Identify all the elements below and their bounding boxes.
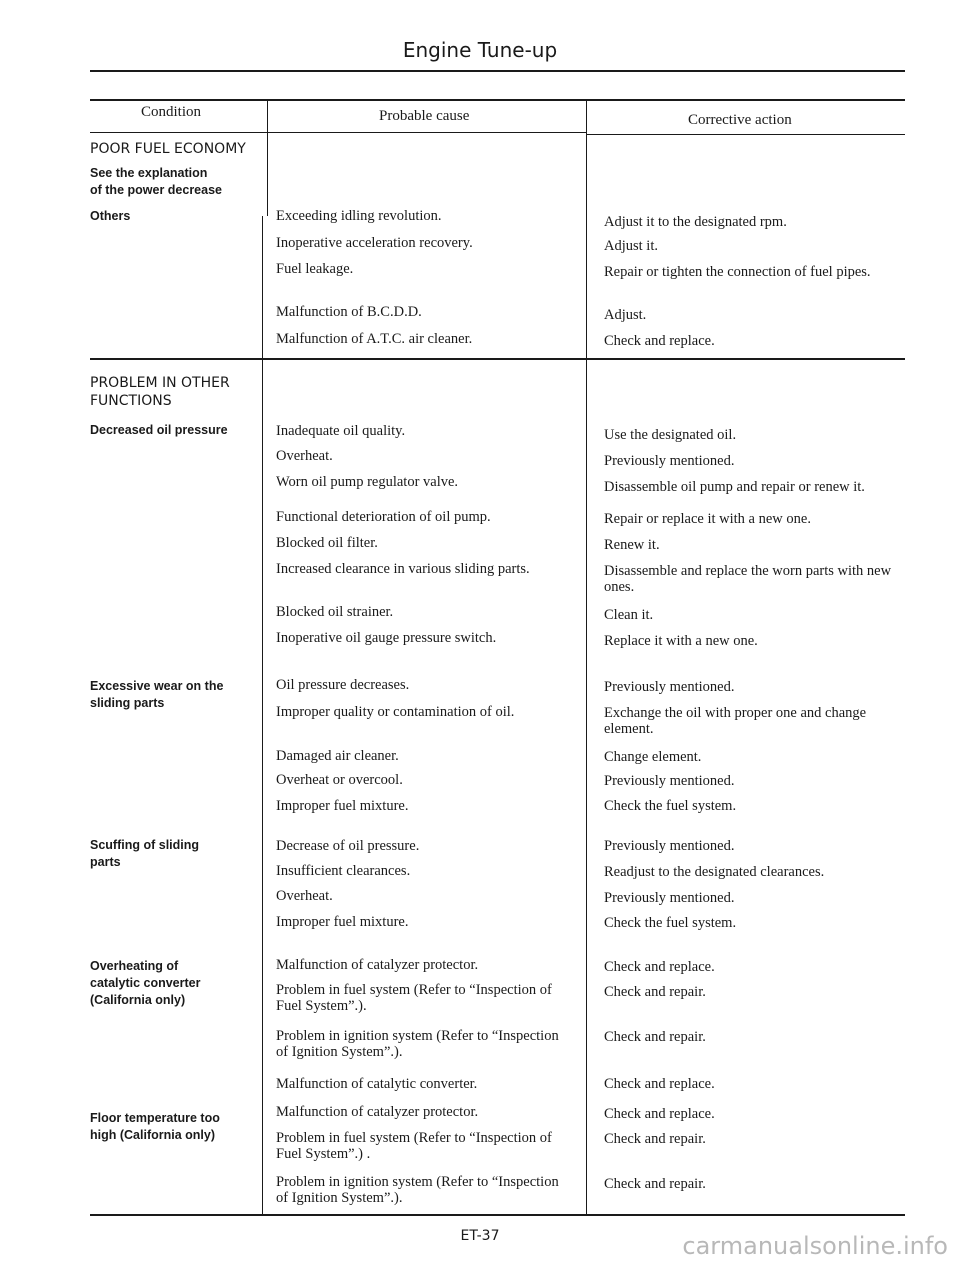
action-item: Renew it.: [604, 537, 660, 553]
cause-item: Problem in fuel system (Refer to “Inspection of Fuel System”.).: [276, 982, 552, 1014]
action-item: Exchange the oil with proper one and change element.: [604, 705, 867, 737]
cause-item: Exceeding idling revolution.: [276, 208, 442, 224]
header-condition: Condition: [141, 104, 202, 120]
cause-item: Blocked oil strainer.: [276, 604, 394, 620]
cause-item: Overheat.: [276, 448, 333, 464]
condition-item: Floor temperature too: [90, 1111, 220, 1125]
condition-item: parts: [90, 855, 121, 869]
cause-item: Overheat.: [276, 888, 333, 904]
action-item: Repair or replace it with a new one.: [604, 511, 811, 527]
cause-item: Malfunction of catalytic converter.: [276, 1076, 478, 1092]
action-item: Adjust it to the designated rpm.: [604, 214, 787, 230]
title-rule: [90, 70, 905, 72]
cause-item: Malfunction of catalyzer protector.: [276, 1104, 479, 1120]
condition-item: Overheating of: [90, 959, 179, 973]
watermark: carmanualsonline.info: [682, 1232, 948, 1260]
cause-item: Inoperative oil gauge pressure switch.: [276, 630, 497, 646]
cause-item: Worn oil pump regulator valve.: [276, 474, 459, 490]
page-number: ET-37: [460, 1228, 500, 1244]
condition-item: Others: [90, 209, 131, 223]
action-item: Disassemble oil pump and repair or renew it.: [604, 479, 865, 495]
condition-item: Decreased oil pressure: [90, 423, 228, 437]
action-item: Previously mentioned.: [604, 890, 735, 906]
action-item: Previously mentioned.: [604, 679, 735, 695]
cause-item: Improper fuel mixture.: [276, 798, 409, 814]
section-divider: [90, 358, 905, 360]
cause-item: Increased clearance in various sliding parts.: [276, 561, 530, 577]
condition-item: high (California only): [90, 1128, 215, 1142]
cause-item: Overheat or overcool.: [276, 772, 403, 788]
column-divider-1: [267, 99, 268, 216]
condition-category: POOR FUEL ECONOMY: [90, 141, 246, 157]
condition-item: catalytic converter: [90, 976, 201, 990]
header-bottom-rule-action: [586, 134, 905, 135]
action-item: Replace it with a new one.: [604, 633, 758, 649]
header-corrective-action: Corrective action: [688, 112, 792, 128]
header-bottom-rule-cause: [268, 132, 586, 133]
action-item: Check and repair.: [604, 1176, 706, 1192]
condition-item: (California only): [90, 993, 186, 1007]
cause-item: Problem in ignition system (Refer to “Inspection of Ignition System”.).: [276, 1174, 559, 1206]
action-item: Previously mentioned.: [604, 838, 735, 854]
action-item: Check and replace.: [604, 333, 715, 349]
cause-item: Blocked oil filter.: [276, 535, 378, 551]
cause-item: Malfunction of A.T.C. air cleaner.: [276, 331, 473, 347]
action-item: Repair or tighten the connection of fuel pipes.: [604, 264, 871, 280]
cause-item: Problem in ignition system (Refer to “Inspection of Ignition System”.).: [276, 1028, 559, 1060]
header-top-rule: [90, 99, 905, 101]
cause-item: Oil pressure decreases.: [276, 677, 410, 693]
cause-item: Inoperative acceleration recovery.: [276, 235, 473, 251]
action-item: Adjust.: [604, 307, 647, 323]
action-item: Change element.: [604, 749, 702, 765]
condition-item: Scuffing of sliding: [90, 838, 200, 852]
table-bottom-rule: [90, 1214, 905, 1216]
cause-item: Functional deterioration of oil pump.: [276, 509, 491, 525]
action-item: Disassemble and replace the worn parts with new ones.: [604, 563, 892, 595]
header-probable-cause: Probable cause: [379, 108, 470, 124]
header-bottom-rule-condition: [90, 132, 268, 133]
condition-category: FUNCTIONS: [90, 393, 172, 409]
page-title: Engine Tune-up: [402, 38, 558, 62]
action-item: Check and replace.: [604, 1106, 715, 1122]
cause-item: Decrease of oil pressure.: [276, 838, 420, 854]
action-item: Check and repair.: [604, 1029, 706, 1045]
column-divider-2: [586, 99, 587, 1214]
action-item: Readjust to the designated clearances.: [604, 864, 825, 880]
condition-note: of the power decrease: [90, 183, 222, 197]
action-item: Check the fuel system.: [604, 915, 737, 931]
action-item: Previously mentioned.: [604, 453, 735, 469]
action-item: Check and repair.: [604, 1131, 706, 1147]
cause-item: Insufficient clearances.: [276, 863, 411, 879]
condition-item: sliding parts: [90, 696, 165, 710]
action-item: Check the fuel system.: [604, 798, 737, 814]
action-item: Adjust it.: [604, 238, 658, 254]
action-item: Check and repair.: [604, 984, 706, 1000]
action-item: Previously mentioned.: [604, 773, 735, 789]
condition-item: Excessive wear on the: [90, 679, 224, 693]
cause-item: Damaged air cleaner.: [276, 748, 399, 764]
cause-item: Malfunction of B.C.D.D.: [276, 304, 422, 320]
action-item: Check and replace.: [604, 1076, 715, 1092]
cause-item: Improper quality or contamination of oil.: [276, 704, 515, 720]
action-item: Check and replace.: [604, 959, 715, 975]
cause-item: Malfunction of catalyzer protector.: [276, 957, 479, 973]
column-divider-1b: [262, 216, 263, 1214]
condition-category: PROBLEM IN OTHER: [90, 375, 230, 391]
cause-item: Problem in fuel system (Refer to “Inspection of Fuel System”.) .: [276, 1130, 552, 1162]
cause-item: Inadequate oil quality.: [276, 423, 406, 439]
cause-item: Fuel leakage.: [276, 261, 354, 277]
condition-note: See the explanation: [90, 166, 208, 180]
action-item: Use the designated oil.: [604, 427, 737, 443]
action-item: Clean it.: [604, 607, 654, 623]
cause-item: Improper fuel mixture.: [276, 914, 409, 930]
